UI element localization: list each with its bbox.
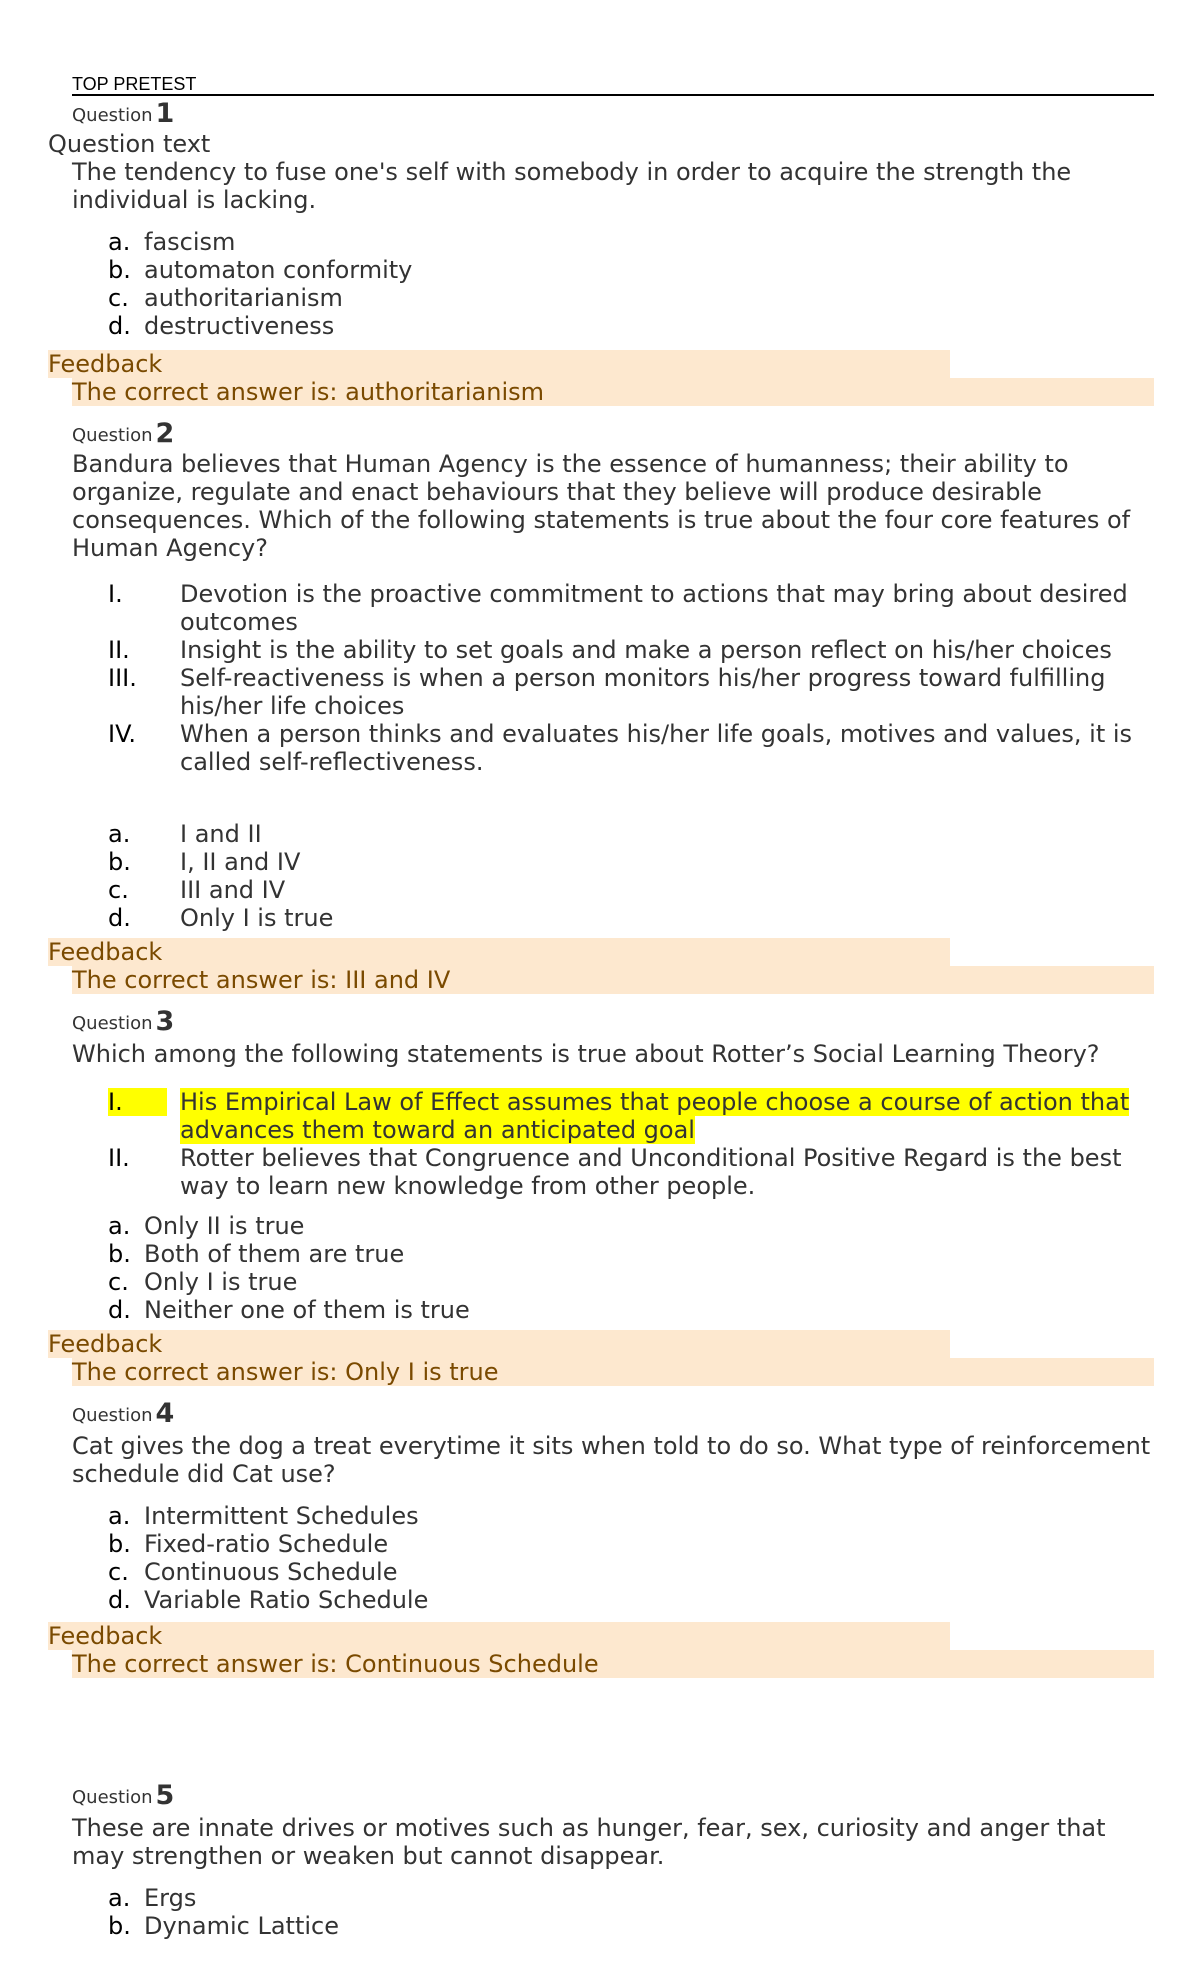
- statement: II. Rotter believes that Congruence and Unconditional Positive Regard is the best way to learn new knowledge from other people.: [108, 1144, 1122, 1200]
- option: b. Dynamic Lattice: [108, 1912, 339, 1940]
- option: c. Continuous Schedule: [108, 1558, 398, 1586]
- feedback-answer: The correct answer is: Only I is true: [72, 1358, 1154, 1386]
- question-4-heading: [72, 1400, 174, 1430]
- question-5-text: These are innate drives or motives such as hunger, fear, sex, curiosity and anger that may strengthen or weaken but cannot disappear.: [72, 1814, 1106, 1870]
- option: c. authoritarianism: [108, 284, 343, 312]
- question-3-text: Which among the following statements is true about Rotter’s Social Learning Theory?: [72, 1040, 1100, 1068]
- option: a. Ergs: [108, 1884, 197, 1912]
- option: b. automaton conformity: [108, 256, 413, 284]
- question-2-heading: [72, 420, 174, 450]
- page-header: [72, 72, 1154, 96]
- question-number: 5: [155, 1780, 175, 1811]
- statement: II. Insight is the ability to set goals and make a person reflect on his/her choices: [108, 636, 1112, 664]
- question-3-heading: [72, 1008, 174, 1038]
- question-2-text: Bandura believes that Human Agency is the essence of humanness; their ability to organize, regulate and enact behaviours that they believe will produce desirable consequences. Which of the following statements is true about the four core features of Human Agency?: [72, 450, 1131, 562]
- option: b. I, II and IV: [108, 848, 301, 876]
- option: a. I and II: [108, 820, 262, 848]
- option: d. Neither one of them is true: [108, 1296, 470, 1324]
- feedback-label: Feedback: [48, 1622, 950, 1650]
- statement: I. Devotion is the proactive commitment to actions that may bring about desired outcomes: [108, 580, 1128, 636]
- question-1-text: The tendency to fuse one's self with somebody in order to acquire the strength the individual is lacking.: [72, 158, 1072, 214]
- option: d. Only I is true: [108, 904, 334, 932]
- question-4-text: Cat gives the dog a treat everytime it sits when told to do so. What type of reinforcement schedule did Cat use?: [72, 1432, 1151, 1488]
- question-1-heading: [72, 100, 174, 130]
- option: a. Only II is true: [108, 1212, 305, 1240]
- option: a. fascism: [108, 228, 236, 256]
- option: b. Both of them are true: [108, 1240, 405, 1268]
- option: c. Only I is true: [108, 1268, 298, 1296]
- question-number: 1: [155, 98, 175, 129]
- question-number: 4: [155, 1398, 175, 1429]
- statement: III. Self-reactiveness is when a person monitors his/her progress toward fulfilling his/her life choices: [108, 664, 1106, 720]
- option: b. Fixed-ratio Schedule: [108, 1530, 389, 1558]
- question-4-options: [108, 1502, 428, 1614]
- header-title: TOP PRETEST: [72, 74, 197, 94]
- statement-highlighted: I. His Empirical Law of Effect assumes that people choose a course of action that advances them toward an anticipated goal: [108, 1088, 1130, 1144]
- question-5-options: [108, 1884, 339, 1940]
- question-3-statements: [108, 1088, 1168, 1200]
- question-5-heading: [72, 1782, 174, 1812]
- option: c. III and IV: [108, 876, 286, 904]
- question-label: Question: [72, 425, 153, 446]
- feedback-answer: The correct answer is: Continuous Schedule: [72, 1650, 1154, 1678]
- question-1-options: [108, 228, 412, 340]
- statement: IV. When a person thinks and evaluates his/her life goals, motives and values, it is called self-reflectiveness.: [108, 720, 1133, 776]
- option: d. Variable Ratio Schedule: [108, 1586, 429, 1614]
- option: d. destructiveness: [108, 312, 335, 340]
- feedback-label: Feedback: [48, 350, 950, 378]
- question-3-options: [108, 1212, 470, 1324]
- question-number: 3: [155, 1006, 175, 1037]
- question-label: Question: [72, 1405, 153, 1426]
- option: a. Intermittent Schedules: [108, 1502, 419, 1530]
- feedback-label: Feedback: [48, 1330, 950, 1358]
- question-label: Question: [72, 1013, 153, 1034]
- question-2-statements: [108, 580, 1168, 776]
- feedback-label: Feedback: [48, 938, 950, 966]
- feedback-answer: The correct answer is: authoritarianism: [72, 378, 1154, 406]
- question-label: Question: [72, 1787, 153, 1808]
- question-2-options: [108, 820, 333, 932]
- feedback-answer: The correct answer is: III and IV: [72, 966, 1154, 994]
- question-label: Question: [72, 105, 153, 126]
- question-text-label: Question text: [48, 130, 211, 158]
- question-number: 2: [155, 418, 175, 449]
